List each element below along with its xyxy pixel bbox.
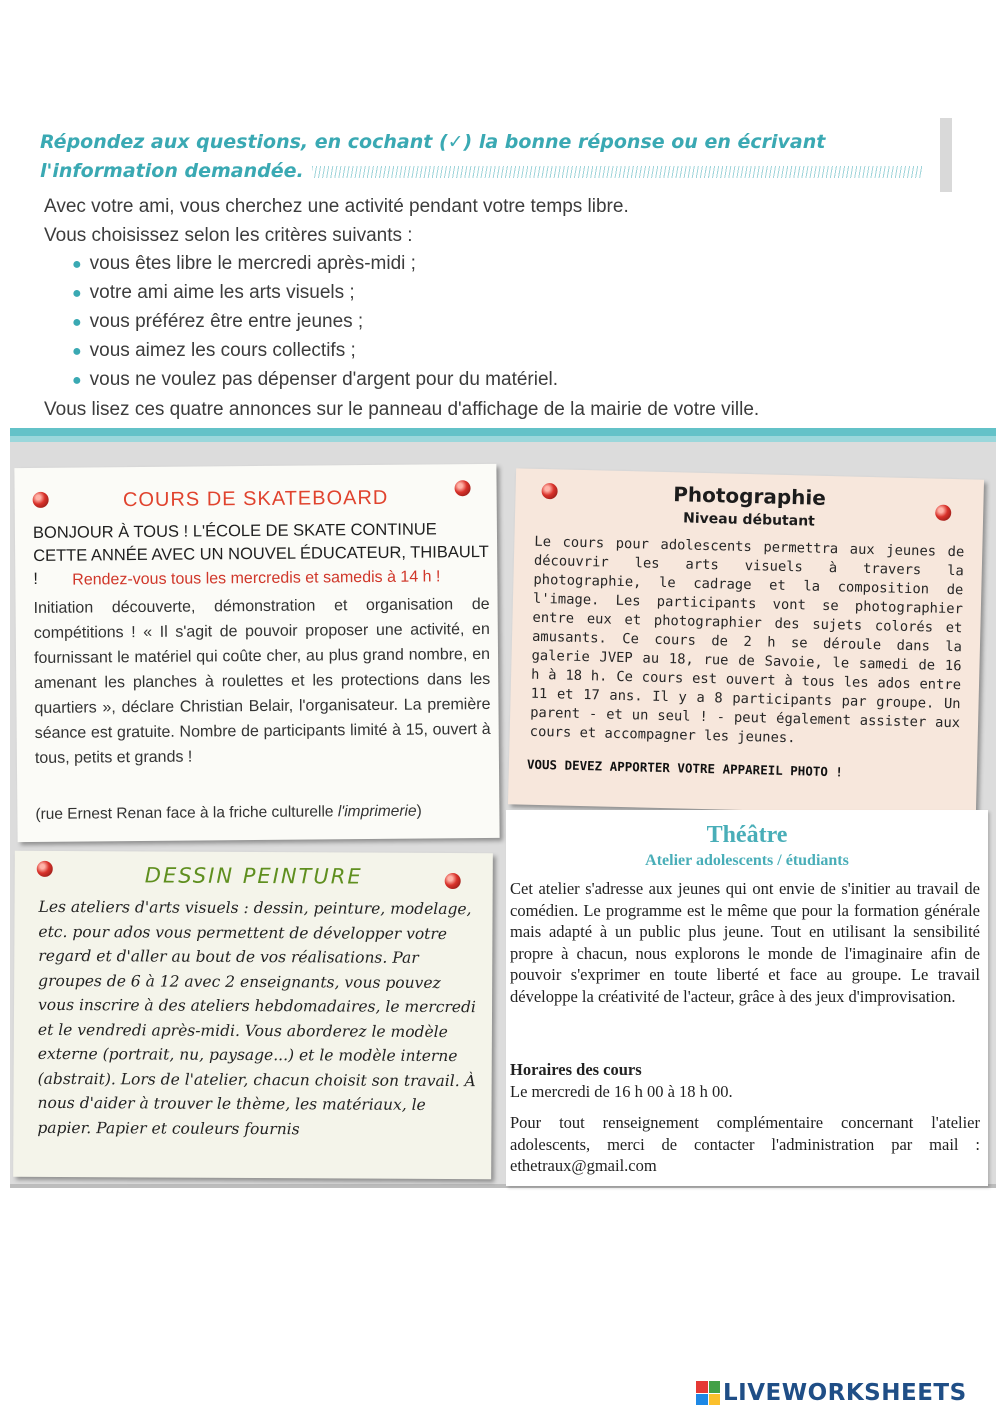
photography-note: VOUS DEVEZ APPORTER VOTRE APPAREIL PHOTO !	[526, 756, 844, 780]
criteria-item	[72, 250, 944, 279]
photography-subtitle: Niveau débutant	[682, 510, 816, 530]
criteria-text: vous préférez être entre jeunes ;	[89, 311, 364, 332]
logo-badge-icon	[696, 1381, 720, 1405]
theatre-hours: Le mercredi de 16 h 00 à 18 h 00.	[510, 1082, 733, 1101]
photography-title: Photographie	[672, 482, 827, 510]
intro-paragraph-1: Avec votre ami, vous cherchez une activité pendant votre temps libre.	[44, 196, 629, 217]
drawing-painting-title: DESSIN PEINTURE	[144, 863, 363, 889]
bullet-icon: ●	[72, 285, 82, 302]
intro-text	[44, 192, 944, 424]
criteria-item	[72, 337, 944, 366]
instruction-heading	[40, 128, 950, 186]
address-text: (rue Ernest Renan face à la friche culturelle	[35, 803, 338, 823]
logo-square	[696, 1394, 708, 1406]
bullet-icon: ●	[72, 256, 82, 273]
criteria-item	[72, 308, 944, 337]
criteria-text: vous ne voulez pas dépenser d'argent pour du matériel.	[89, 369, 559, 390]
logo-square	[709, 1394, 721, 1406]
logo-square	[709, 1381, 721, 1393]
side-bar-decoration	[940, 118, 952, 192]
intro-paragraph-3: Vous lisez ces quatre annonces sur le panneau d'affichage de la mairie de votre ville.	[44, 399, 760, 420]
bullet-icon: ●	[72, 372, 82, 389]
theatre-hours-heading: Horaires des cours	[510, 1060, 642, 1079]
drawing-painting-ad	[13, 851, 493, 1179]
intro-paragraph-2: Vous choisissez selon les critères suivants :	[44, 225, 413, 246]
hatch-decoration	[312, 166, 922, 178]
criteria-text: vous aimez les cours collectifs ;	[89, 340, 356, 361]
skateboard-schedule: Rendez-vous tous les mercredis et samedis à 14 h !	[72, 568, 441, 589]
instruction-line-2	[40, 157, 950, 186]
theatre-body: Cet atelier s'adresse aux jeunes qui ont envie de s'initier au travail de comédien. Le programme est le même que pour la formation générale mais adapté à un public plus jeune. Tout en utilisant la sensibilité propre à chacun, nous explorons le monde de l'imaginaire afin de pouvoir s'exprimer en toute liberté et face au groupe. Le travail développe la créativité de l'acteur, grâce à des jeux d'improvisation.	[510, 879, 980, 1006]
theatre-contact: Pour tout renseignement complémentaire concernant l'atelier adolescents, merci de contacter l'administration par mail : ethetraux@gmail.com	[510, 1113, 980, 1175]
address-end: )	[416, 802, 422, 820]
address-venue: l'imprimerie	[337, 802, 417, 821]
skateboard-ad	[14, 464, 499, 842]
theatre-title: Théâtre	[706, 822, 788, 848]
photography-ad	[508, 468, 984, 815]
photography-body: Le cours pour adolescents permettra aux jeunes de découvrir les arts visuels à travers la photographie, le cadrage et la composition de l'image. Les participants vont se photographier entre eux et photographier des sujets colorés et amusants. Ce cours de 2 h se déroule dans la galerie JVEP au 18, rue de Savoie, le samedi de 16 h à 18 h. Ce cours est ouvert à tous les ados entre 11 et 17 ans. Il y a 8 participants par groupe. Un parent - et un seul ! - peut également assister aux cours et accompagner les jeunes.	[529, 533, 965, 747]
skateboard-lead: BONJOUR À TOUS ! L'ÉCOLE DE SKATE CONTINUE CETTE ANNÉE AVEC UN NOUVEL ÉDUCATEUR, THIBAULT !	[32, 520, 489, 588]
skateboard-address	[35, 803, 421, 824]
criteria-item	[72, 366, 944, 395]
instruction-line-1: Répondez aux questions, en cochant (✓) la bonne réponse ou en écrivant	[40, 131, 826, 153]
logo-text: LIVEWORKSHEETS	[723, 1380, 967, 1406]
liveworksheets-logo	[696, 1378, 967, 1408]
bullet-icon: ●	[72, 343, 82, 360]
criteria-item	[72, 279, 944, 308]
criteria-text: votre ami aime les arts visuels ;	[89, 282, 355, 303]
criteria-list	[72, 250, 944, 395]
skateboard-body: Initiation découverte, démonstration et organisation de compétitions ! « Il s'agit de pouvoir proposer une activité, en fournissant le matériel qui coûte cher, au plus grand nombre, en amenant les planches à roulettes et les protections dans les quartiers », déclare Christian Belair, l'organisateur. La première séance est gratuite. Nombre de participants limité à 15, ouvert à tous, petits et grands !	[33, 595, 491, 767]
logo-square	[696, 1381, 708, 1393]
theatre-ad	[506, 810, 988, 1186]
drawing-painting-body: Les ateliers d'arts visuels : dessin, peinture, modelage, etc. pour ados vous permettent de développer votre regard et d'aller au bout de vos réalisations. Par groupes de 6 à 12 avec 2 enseignants, vous pouvez vous inscrire à des ateliers hebdomadaires, le mercredi et le vendredi après-midi. Vous aborderez le modèle externe (portrait, nu, paysage...) et le modèle interne (abstrait). Lors de l'atelier, chacun choisit son travail. À nous d'aider à trouver le thème, les matériaux, le papier. Papier et couleurs fournis	[37, 897, 476, 1138]
bullet-icon: ●	[72, 314, 82, 331]
skateboard-title: COURS DE SKATEBOARD	[122, 486, 389, 512]
criteria-text: vous êtes libre le mercredi après-midi ;	[89, 253, 416, 274]
theatre-subtitle: Atelier adolescents / étudiants	[645, 852, 849, 869]
instruction-line-2-text: l'information demandée.	[40, 160, 304, 182]
